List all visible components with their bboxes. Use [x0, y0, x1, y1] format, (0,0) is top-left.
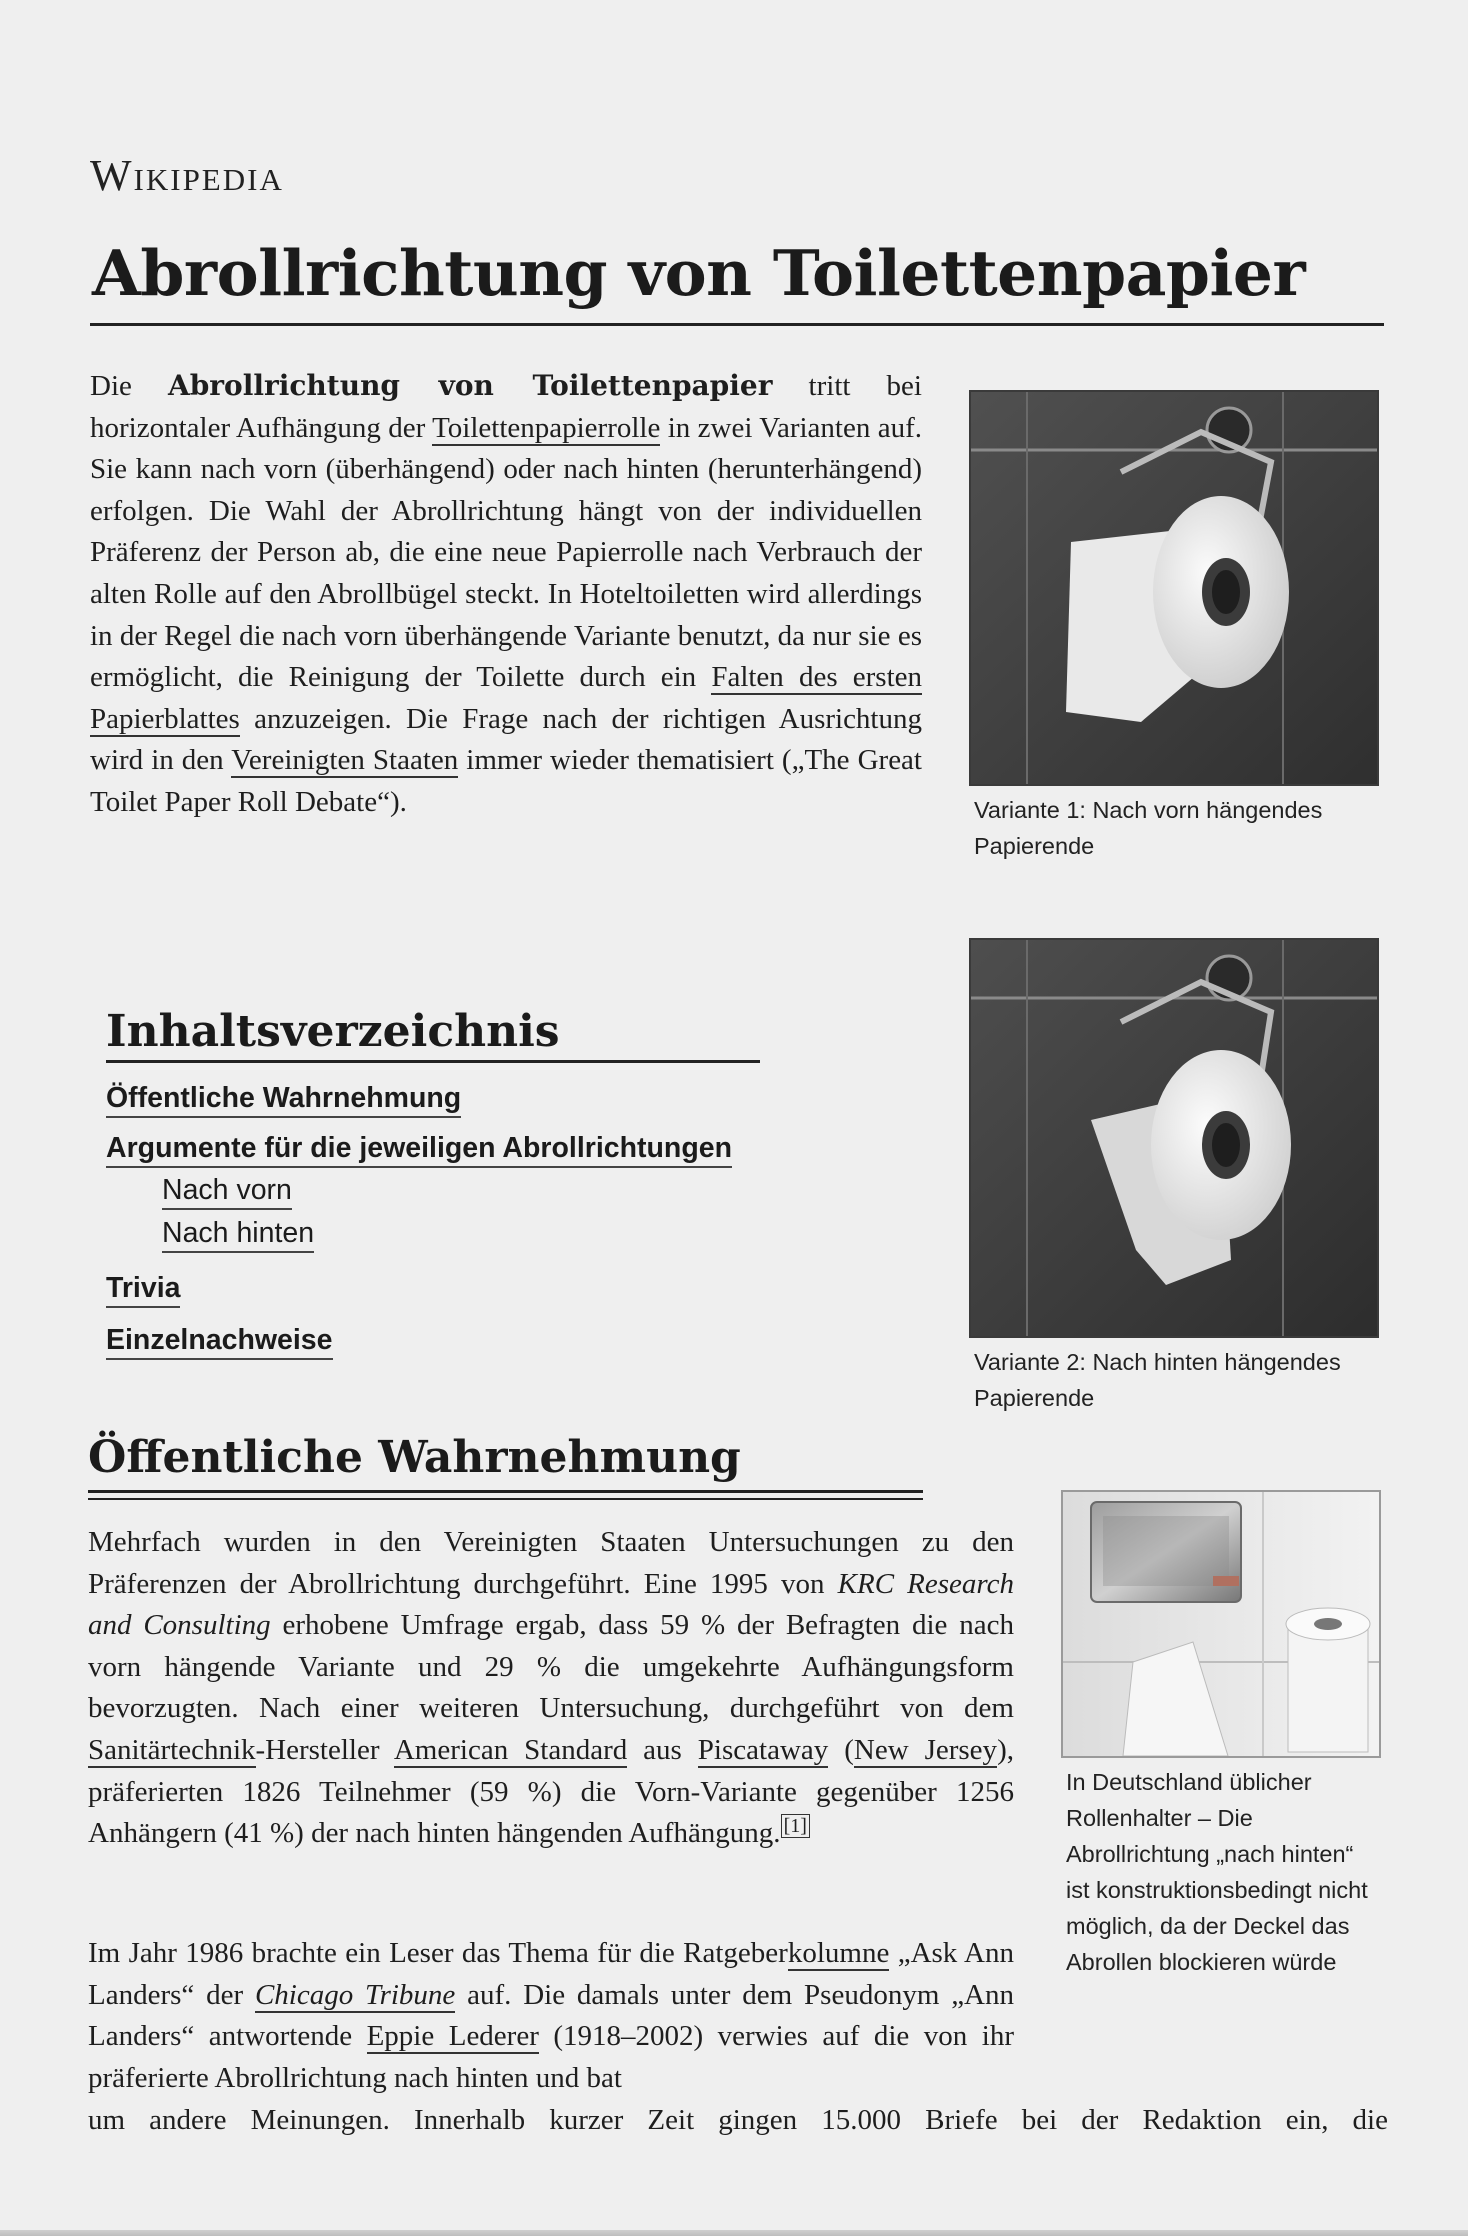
intro-bold-term: Abrollrichtung von Toilettenpapier: [167, 369, 773, 402]
body-text: aus: [627, 1733, 698, 1766]
section-paragraph-1: [88, 1522, 1014, 1855]
toc-rule: [106, 1060, 760, 1063]
link-chicago-tribune[interactable]: Chicago Tribune: [254, 1978, 456, 2011]
toilet-roll-front-image: [971, 392, 1377, 784]
wikipedia-wordmark: [90, 150, 284, 201]
section-heading-oeffentliche-wahrnehmung: Öffentliche Wahrnehmung: [88, 1432, 741, 1483]
intro-text: anzuzeigen. Die Frage nach der richtigen Ausrichtung wird in den: [90, 702, 922, 777]
link-vereinigte-staaten[interactable]: Vereinigten Staaten: [231, 744, 459, 777]
toc-item-nach-hinten[interactable]: Nach hinten: [162, 1217, 314, 1253]
body-text: um andere Meinungen. Innerhalb kurzer Zeit gingen 15.000 Briefe bei der Redaktion ein, die: [88, 2104, 1388, 2136]
figure-3-caption: In Deutschland üblicher Rollenhalter – Die Abrollrichtung „nach hinten“ ist konstruktionsbedingt nicht möglich, da der Deckel das Abrollen blockieren würde: [1066, 1769, 1368, 1975]
toc-item-argumente[interactable]: Argumente für die jeweiligen Abrollrichtungen: [106, 1132, 732, 1168]
link-toilettenpapierrolle[interactable]: Toilettenpapierrolle: [432, 411, 661, 444]
link-kolumne[interactable]: kolumne: [787, 1937, 890, 1969]
toc-item-trivia[interactable]: Trivia: [106, 1272, 180, 1308]
body-text: Im Jahr 1986 brachte ein Leser das Thema für die Ratgeber: [88, 1937, 788, 1969]
body-text: Mehrfach wurden in den Vereinigten Staaten Untersuchungen zu den Präferenzen der Abrollrichtung durchgeführt. Eine 1995 von: [88, 1526, 1014, 1600]
intro-text: in zwei Varianten auf. Sie kann nach vorn (überhängend) oder nach hinten (herunterhängend) erfolgen. Die Wahl der Abrollrichtung hängt von der individuellen Präferenz der Person ab, die eine neue Papierrolle nach Verbrauch der alten Rolle auf den Abrollbügel steckt. In Hoteltoiletten wird allerdings in der Regel die nach vorn überhängende Variante benutzt, da nur sie es ermöglicht, die Reinigung der Toilette durch ein: [90, 411, 923, 694]
link-new-jersey[interactable]: New Jersey: [853, 1733, 998, 1766]
link-sanitaertechnik[interactable]: Sanitärtechnik: [88, 1733, 256, 1766]
title-rule: [90, 323, 1384, 326]
figure-2-image[interactable]: [969, 938, 1379, 1338]
link-falten-papierblatt[interactable]: Falten des ersten Papierblattes: [90, 661, 922, 735]
toc-title: Inhaltsverzeichnis: [106, 1006, 560, 1057]
body-text: -Hersteller: [255, 1733, 394, 1766]
section-rule-bottom: [88, 1498, 923, 1500]
body-text: auf. Die damals unter dem Pseudonym „Ann Landers“ antwortende: [88, 1978, 1015, 2053]
toc-item-nach-vorn[interactable]: Nach vorn: [162, 1174, 292, 1210]
intro-text: tritt bei horizontaler Aufhängung der: [90, 370, 922, 444]
section-rule-top: [88, 1490, 923, 1493]
link-eppie-lederer[interactable]: Eppie Lederer: [366, 2020, 539, 2053]
toilet-roll-back-image: [971, 940, 1377, 1336]
body-text: (1918–2002) verwies auf die von ihr präferierte Abrollrichtung nach hinten und bat: [88, 2020, 1014, 2094]
body-text: „Ask Ann Landers“ der: [88, 1937, 1015, 2011]
figure-1-image[interactable]: [969, 390, 1379, 786]
toc-item-oeffentliche-wahrnehmung[interactable]: Öffentliche Wahrnehmung: [106, 1082, 461, 1118]
section-paragraph-2-last-line: [88, 2100, 1388, 2142]
link-american-standard[interactable]: American Standard: [393, 1733, 628, 1766]
toc-item-einzelnachweise[interactable]: Einzelnachweise: [106, 1324, 333, 1360]
intro-text: immer wieder thematisiert („The Great Toilet Paper Roll Debate“).: [90, 744, 922, 818]
figure-1-caption: Variante 1: Nach vorn hängendes Papierende: [974, 797, 1323, 859]
intro-paragraph: [90, 365, 922, 824]
body-text: erhobene Umfrage ergab, dass 59 % der Befragten die nach vorn hängende Variante und 29 % die umgekehrte Aufhängungsform bevorzugten. Nach einer weiteren Untersuchung, durchgeführt von dem: [88, 1609, 1014, 1725]
body-text: ), präferierten 1826 Teilnehmer (59 %) die Vorn-Variante gegenüber 1256 Anhängern (41 %) der nach hinten hängenden Aufhängung.: [88, 1733, 1014, 1850]
page-title: Abrollrichtung von Toilettenpapier: [92, 236, 1306, 310]
link-piscataway[interactable]: Piscataway: [697, 1733, 829, 1766]
german-roll-holder-image: [1063, 1492, 1379, 1756]
reference-1-link[interactable]: [1]: [781, 1814, 810, 1838]
italic-krc: KRC Research and Consulting: [88, 1567, 1014, 1642]
figure-3-image[interactable]: [1061, 1490, 1381, 1758]
section-paragraph-2: [88, 1933, 1014, 2099]
wordmark-text: Wikipedia: [90, 151, 284, 200]
figure-2-caption: Variante 2: Nach hinten hängendes Papierende: [974, 1349, 1341, 1411]
intro-text: Die: [90, 370, 168, 402]
body-text: (: [828, 1733, 854, 1766]
